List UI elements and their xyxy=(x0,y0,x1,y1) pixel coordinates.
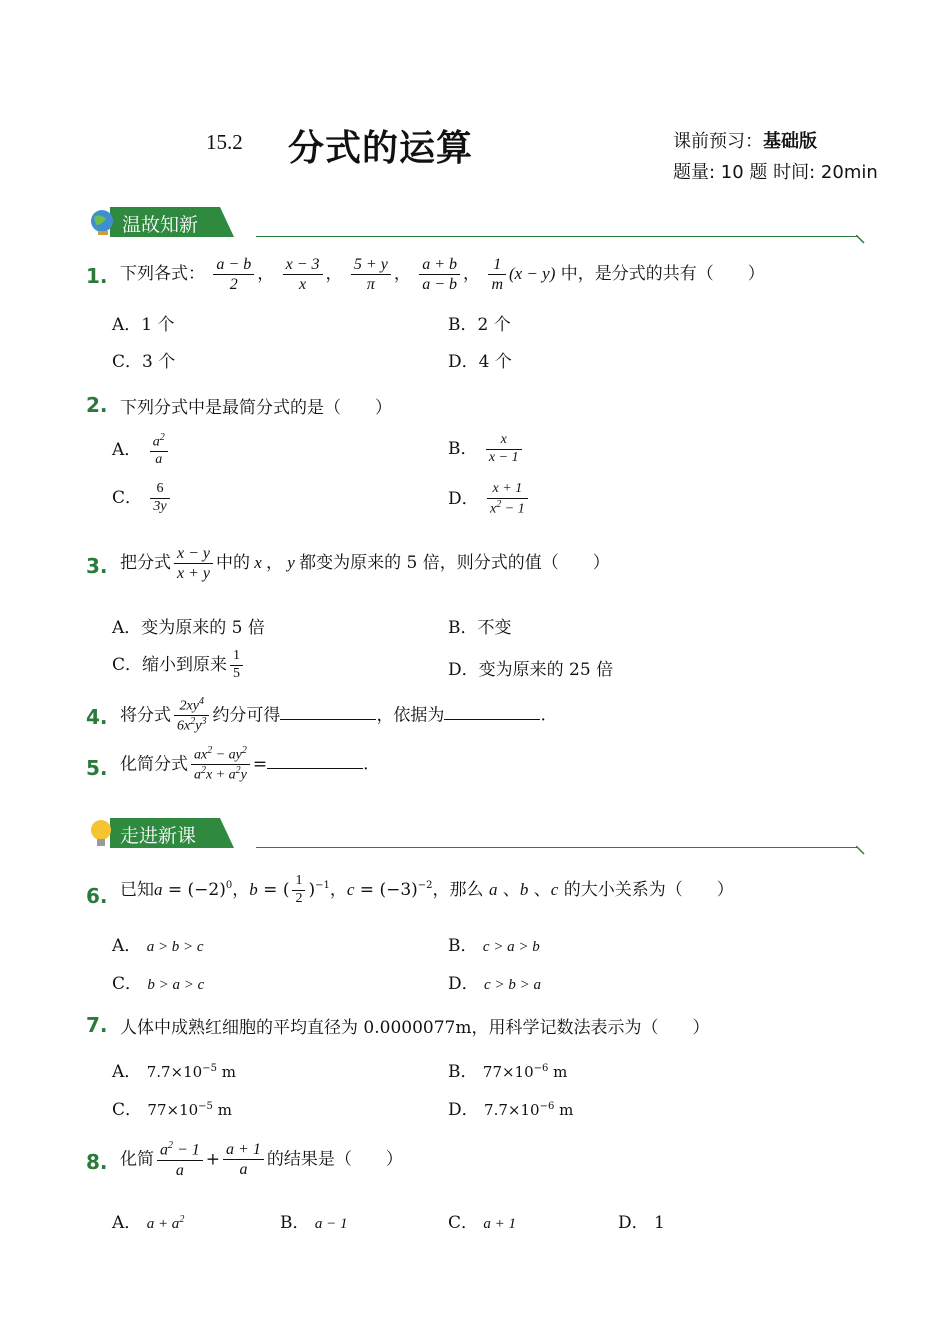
question-number: 3. xyxy=(86,554,108,578)
question-number: 6. xyxy=(86,884,108,908)
option-c xyxy=(112,648,246,683)
question-text: 把分式 xyxy=(120,553,171,574)
fraction: $\frac{a^2}{a}$ xyxy=(150,432,168,469)
option-math: b > a > c xyxy=(147,977,205,993)
option-math: c > b > a xyxy=(484,977,541,993)
section-tag-review xyxy=(88,207,234,237)
option-math: c > a > b xyxy=(482,939,540,955)
option-a: A．变为原来的 5 倍 xyxy=(112,618,265,638)
section-divider xyxy=(256,847,858,848)
option-c xyxy=(112,481,173,516)
preview-label xyxy=(673,127,817,153)
option-c: C． $77\times 10^{-5}$ m xyxy=(112,1100,232,1120)
option-c xyxy=(112,969,204,994)
fraction: $\frac{2xy^4}{6x^2y^3}$ xyxy=(174,696,209,736)
fraction: $\frac{1}{5}$ xyxy=(230,648,243,683)
question-2: 下列分式中是最简分式的是（ ） xyxy=(120,398,392,418)
question-text: ，依据为 xyxy=(376,705,445,726)
option-label: D． xyxy=(618,1213,649,1233)
option-d: D．4 个 xyxy=(448,352,512,372)
option-d: D． 1 xyxy=(618,1213,665,1233)
question-text: 下列各式： xyxy=(120,264,205,285)
option-label: A． xyxy=(112,936,142,956)
fraction: $\frac{1}{2}$ xyxy=(292,873,305,908)
question-text: 中的 xyxy=(216,553,250,574)
option-d: D．变为原来的 25 倍 xyxy=(448,660,614,680)
option-a: A． $7.7\times 10^{-5}$ m xyxy=(112,1062,236,1082)
section-divider xyxy=(256,236,858,237)
option-a xyxy=(112,931,204,956)
lightbulb-icon xyxy=(91,820,111,840)
question-text: 的结果是（ ） xyxy=(266,1149,403,1170)
question-text: . xyxy=(363,754,369,775)
option-label: C． xyxy=(448,1213,479,1233)
question-meta: 题量: 10 题 时间: 20min xyxy=(673,162,878,183)
fraction: $\frac{a + 1}{a}$ xyxy=(223,1140,264,1179)
option-label: A． xyxy=(112,440,142,461)
question-text: 的大小关系为（ ） xyxy=(563,879,734,900)
answer-blank[interactable] xyxy=(444,703,540,720)
option-b: B．不变 xyxy=(448,618,512,638)
preview-level: 基础版 xyxy=(763,131,817,152)
option-text: C．缩小到原来 xyxy=(112,654,228,675)
option-d: D． $7.7\times 10^{-6}$ m xyxy=(448,1100,574,1120)
section-title-new: 走进新课 xyxy=(120,825,197,847)
fraction: $\frac{x - 3}{x}$ xyxy=(283,255,323,294)
question-text: 已知 xyxy=(120,879,154,900)
fraction: $\frac{a^2 - 1}{a}$ xyxy=(157,1140,203,1180)
question-number: 1. xyxy=(86,264,108,288)
option-c: C．3 个 xyxy=(112,352,176,372)
answer-blank[interactable] xyxy=(267,752,363,769)
option-label: C． xyxy=(112,487,143,508)
option-b xyxy=(448,432,525,467)
question-text: . xyxy=(540,705,546,726)
question-7: 人体中成熟红细胞的平均直径为 0.0000077m，用科学记数法表示为（ ） xyxy=(120,1018,710,1038)
question-number: 5. xyxy=(86,756,108,780)
option-b xyxy=(448,931,540,956)
question-5: 化简分式 $\frac{ax^2 - ay^2}{a^2x + a^2y}$ = . xyxy=(120,745,369,784)
option-label: D． xyxy=(448,489,479,510)
question-text: 化简 xyxy=(120,1149,154,1170)
question-text: 将分式 xyxy=(120,705,171,726)
question-text: 都变为原来的 5 倍，则分式的值（ ） xyxy=(299,553,610,574)
option-label: B． xyxy=(448,438,478,459)
fraction: $\frac{a - b}{2}$ xyxy=(213,255,254,294)
fraction: $\frac{ax^2 - ay^2}{a^2x + a^2y}$ xyxy=(191,745,250,785)
option-label: C． xyxy=(112,1100,143,1120)
fraction: $\frac{x}{x - 1}$ xyxy=(486,432,522,467)
question-number: 8. xyxy=(86,1150,108,1174)
question-3: 把分式 $\frac{x - y}{x + y}$ 中的 x ， y 都变为原来的 5 倍，则分式的值（ ） xyxy=(120,545,610,583)
question-8: 化简 $\frac{a^2 - 1}{a}$ + $\frac{a + 1}{a}$ 的结果是（ ） xyxy=(120,1140,403,1179)
option-label: B． xyxy=(280,1213,310,1233)
section-title-review: 温故知新 xyxy=(122,214,199,236)
page-title: 分式的运算 xyxy=(288,128,474,169)
fraction: $\frac{6}{3y}$ xyxy=(150,481,169,516)
option-label: C． xyxy=(112,974,143,994)
question-text: 化简分式 xyxy=(120,754,188,775)
option-a: A． $a + a^2$ xyxy=(112,1213,185,1233)
question-number: 2. xyxy=(86,393,108,417)
answer-blank[interactable] xyxy=(280,703,376,720)
option-label: D． xyxy=(448,974,479,994)
option-label: A． xyxy=(112,1213,142,1233)
option-math: a > b > c xyxy=(146,939,204,955)
fraction: $\frac{a + b}{a - b}$ xyxy=(419,255,460,294)
option-label: B． xyxy=(448,936,478,956)
option-b: B． $77\times 10^{-6}$ m xyxy=(448,1062,568,1082)
option-b: B．2 个 xyxy=(448,315,511,335)
fraction: $\frac{1}{m}$ xyxy=(488,255,506,294)
section-number: 15.2 xyxy=(206,130,243,154)
question-text: 约分可得 xyxy=(212,705,281,726)
question-1: 下列各式： $\frac{a - b}{2}$ ， $\frac{x - 3}{x}$ ， $\frac{5 + y}{\pi}$ ， $\frac{a + b}{a - b}$ ， $\frac{1}{m}$ (x − y) 中，是分式的共有（ ） xyxy=(120,256,765,294)
question-number: 7. xyxy=(86,1013,108,1037)
option-label: B． xyxy=(448,1062,478,1082)
option-d xyxy=(448,969,541,994)
question-4 xyxy=(120,696,546,736)
option-label: A． xyxy=(112,1062,142,1082)
question-6: 已知$a = (-2)^0$，b = ( $\frac{1}{2}$ )$^{-1}$，$c = (-3)^{-2}$，那么 a 、b 、c 的大小关系为（ ） xyxy=(120,873,734,906)
preview-label-text: 课前预习： xyxy=(673,131,763,152)
option-b: B． a − 1 xyxy=(280,1213,348,1233)
fraction: $\frac{5 + y}{\pi}$ xyxy=(351,255,391,294)
option-label: D． xyxy=(448,1100,479,1120)
divider-end-mark xyxy=(856,846,866,856)
fraction: $\frac{x - y}{x + y}$ xyxy=(174,544,213,583)
option-a xyxy=(112,432,171,469)
option-a: A．1 个 xyxy=(112,315,175,335)
option-c: C． a + 1 xyxy=(448,1213,517,1233)
fraction: $\frac{x + 1}{x^2 - 1}$ xyxy=(487,481,528,518)
question-number: 4. xyxy=(86,705,108,729)
divider-end-mark xyxy=(856,235,866,245)
section-tag-new xyxy=(88,818,234,848)
option-d xyxy=(448,481,531,518)
question-text: 中，是分式的共有（ ） xyxy=(560,264,765,285)
